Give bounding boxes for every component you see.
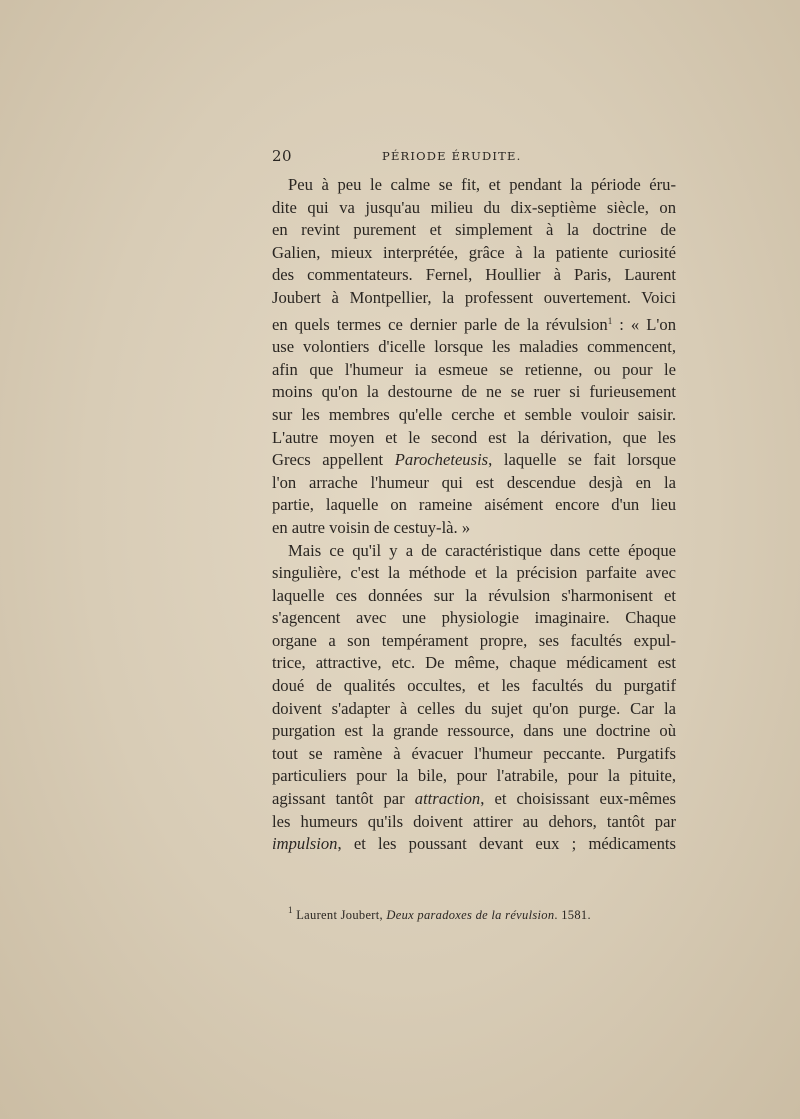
text-segment: , et choisissant eux-mêmes: [480, 789, 676, 809]
text-line: laquelle ces données sur la révulsion s'harmonisent et: [272, 585, 676, 605]
text-line: doué de qualités occultes, et les facultés du purgatif: [272, 676, 676, 696]
text-line: Galien, mieux interprétée, grâce à la patiente curiosité: [272, 242, 676, 262]
body-text: [272, 174, 676, 856]
footnote-ref: 1: [607, 315, 613, 326]
text-line: Peu à peu le calme se fit, et pendant la période éru-: [288, 175, 676, 194]
text-segment: , laquelle se fait lorsque: [488, 450, 677, 470]
text-line: organe a son tempérament propre, ses facultés expul-: [272, 630, 676, 650]
text-line: les humeurs qu'ils doivent attirer au dehors, tantôt par: [272, 811, 676, 831]
text-line: dite qui va jusqu'au milieu du dix-septième siècle, on: [272, 197, 676, 217]
text-line: l'on arrache l'humeur qui est descendue desjà en la: [272, 472, 676, 492]
italic-term: attraction: [414, 789, 481, 809]
text-line: trice, attractive, etc. De même, chaque médicament est: [272, 653, 676, 673]
text-line: moins qu'on la destourne de ne se ruer si furieusement: [272, 382, 676, 402]
text-line: afin que l'humeur ia esmeue se retienne, ou pour le: [272, 359, 676, 379]
text-line: partie, laquelle on rameine aisément encore d'un lieu: [272, 495, 676, 515]
text-line: purgation est la grande ressource, dans une doctrine où: [272, 721, 676, 741]
footnote-author: Laurent Joubert,: [296, 908, 387, 922]
text-segment: : « L'on: [612, 314, 676, 334]
text-line: sur les membres qu'elle cerche et semble vouloir saisir.: [272, 404, 676, 424]
footnote: [288, 905, 591, 923]
footnote-marker: 1: [288, 905, 293, 915]
text-line: en autre voisin de cestuy-là. »: [272, 517, 471, 537]
text-line: singulière, c'est la méthode et la précision parfaite avec: [272, 563, 676, 583]
text-segment: en quels termes ce dernier parle de la révulsion: [272, 314, 608, 334]
italic-term: Parocheteusis: [394, 450, 489, 470]
text-line: L'autre moyen et le second est la dérivation, que les: [272, 427, 676, 447]
text-line: particuliers pour la bile, pour l'atrabile, pour la pituite,: [272, 766, 676, 786]
text-line: des commentateurs. Fernel, Houllier à Paris, Laurent: [272, 265, 676, 285]
text-line: tout se ramène à évacuer l'humeur peccante. Purgatifs: [272, 743, 676, 763]
text-line: Joubert à Montpellier, la professent ouvertement. Voici: [272, 287, 676, 307]
running-title: PÉRIODE ÉRUDITE.: [382, 149, 522, 163]
text-line: en revint purement et simplement à la doctrine de: [272, 220, 676, 240]
text-line: [272, 788, 676, 811]
footnote-year: . 1581.: [554, 908, 591, 922]
text-segment: Grecs appellent: [272, 450, 395, 470]
italic-term: impulsion: [272, 834, 338, 854]
text-line: [272, 449, 676, 472]
text-line: use volontiers d'icelle lorsque les maladies commencent,: [272, 337, 676, 357]
text-line: [272, 833, 676, 856]
text-line: Mais ce qu'il y a de caractéristique dans cette époque: [288, 540, 676, 560]
text-line: s'agencent avec une physiologie imaginaire. Chaque: [272, 608, 676, 628]
page-header: [272, 147, 676, 169]
text-line: [272, 310, 676, 337]
text-line: doivent s'adapter à celles du sujet qu'on purge. Car la: [272, 698, 676, 718]
text-segment: agissant tantôt par: [272, 789, 415, 809]
page-number: 20: [272, 147, 293, 165]
text-segment: , et les poussant devant eux ; médicaments: [337, 834, 676, 854]
footnote-title: Deux paradoxes de la révulsion: [386, 908, 555, 922]
